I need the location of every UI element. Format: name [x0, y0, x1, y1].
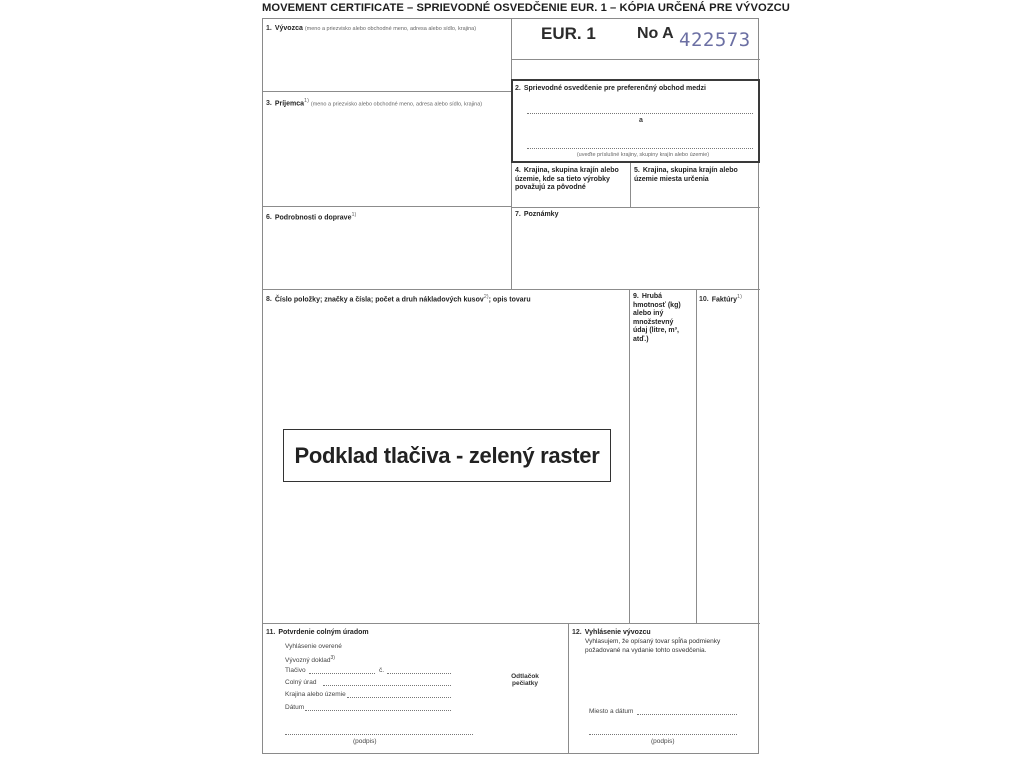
box11-country: Krajina alebo územie — [285, 691, 346, 698]
doc-code: EUR. 1 — [541, 24, 596, 43]
box2-note: (uveďte príslušné krajiny, skupiny krajín alebo územie) — [576, 152, 710, 158]
box12-signature-line[interactable] — [589, 734, 737, 735]
divider-h-box1 — [263, 91, 511, 92]
exporter-field[interactable] — [265, 45, 509, 89]
box11-no-line[interactable] — [387, 673, 451, 674]
divider-v-box45 — [630, 163, 631, 207]
box11-customs-line[interactable] — [323, 685, 451, 686]
divider-v-box10 — [696, 289, 697, 623]
divider-h-box3 — [263, 206, 511, 207]
divider-h-header — [511, 59, 760, 60]
box12-place-date: Miesto a dátum — [589, 708, 634, 715]
box11-date: Dátum — [285, 704, 305, 711]
box11-label: 11. Potvrdenie colným úradom — [266, 629, 369, 636]
box11-signature-line[interactable] — [285, 734, 473, 735]
box2-country1-line[interactable] — [527, 113, 753, 114]
box1-label: 1. Vývozca (meno a priezvisko alebo obchodné meno, adresa alebo sídlo, krajina) — [266, 25, 477, 32]
box11-export-doc: Vývozný doklad$^{3)}$ — [285, 655, 335, 665]
divider-h-box67 — [263, 289, 760, 290]
box12-text: Vyhlasujem, že opísaný tovar spĺňa podmienky požadované na vydanie tohto osvedčenia. — [585, 638, 721, 654]
transport-field[interactable] — [265, 223, 509, 287]
divider-v-box1112 — [568, 623, 569, 754]
divider-h-box8 — [263, 623, 760, 624]
box12-signature: (podpis) — [651, 738, 675, 745]
box12-label: 12. Vyhlásenie vývozcu — [572, 629, 651, 636]
remarks-field[interactable] — [513, 223, 758, 287]
box6-label: 6. Podrobnosti o doprave$^{1)}$ — [266, 212, 357, 222]
box11-country-line[interactable] — [347, 697, 451, 698]
box11-stamp: Odtlačok pečiatky — [511, 673, 539, 687]
box11-form: Tlačivo — [285, 667, 306, 674]
box5-label: 5. Krajina, skupina krajín alebo územie miesta určenia — [634, 167, 738, 183]
box7-label: 7. Poznámky — [515, 211, 559, 218]
box9-label: 9. Hrubá hmotnosť (kg) alebo iný množstevný údaj (litre, m³, atď.) — [633, 293, 681, 343]
no-label: No A — [637, 25, 674, 42]
certificate-form — [262, 18, 759, 754]
box3-label: 3. Príjemca$^{1)}$ (meno a priezvisko alebo obchodné meno, adresa alebo sídlo, krajina) — [266, 98, 483, 108]
box10-label: 10. Faktúry$^{1)}$ — [699, 294, 742, 304]
box2-and: a — [639, 117, 643, 124]
placeholder-banner: Podklad tlačiva - zelený raster — [283, 429, 611, 482]
box8-label: 8. Číslo položky; značky a čísla; počet a druh nákladových kusov$^{2)}$; opis tovaru — [266, 294, 531, 304]
divider-h-box45 — [511, 207, 760, 208]
box12-place-date-line[interactable] — [637, 714, 737, 715]
box11-signature: (podpis) — [353, 738, 377, 745]
consignee-field[interactable] — [265, 117, 509, 203]
box11-form-line[interactable] — [309, 673, 375, 674]
divider-v-box9 — [629, 289, 630, 623]
box4-label: 4. Krajina, skupina krajín alebo územie, kde sa tieto výrobky považujú za pôvodné — [515, 167, 619, 191]
box11-date-line[interactable] — [305, 710, 451, 711]
serial-number: 422573 — [679, 29, 751, 51]
box11-no: č. — [379, 667, 385, 674]
box2-country2-line[interactable] — [527, 148, 753, 149]
document-title: MOVEMENT CERTIFICATE – SPRIEVODNÉ OSVEDČENIE EUR. 1 – KÓPIA URČENÁ PRE VÝVOZCU — [262, 2, 790, 14]
box2-frame — [511, 79, 760, 163]
box11-verified: Vyhlásenie overené — [285, 643, 342, 650]
box11-customs: Colný úrad — [285, 679, 317, 686]
box2-label: 2. Sprievodné osvedčenie pre preferenčný obchod medzi — [515, 85, 706, 92]
